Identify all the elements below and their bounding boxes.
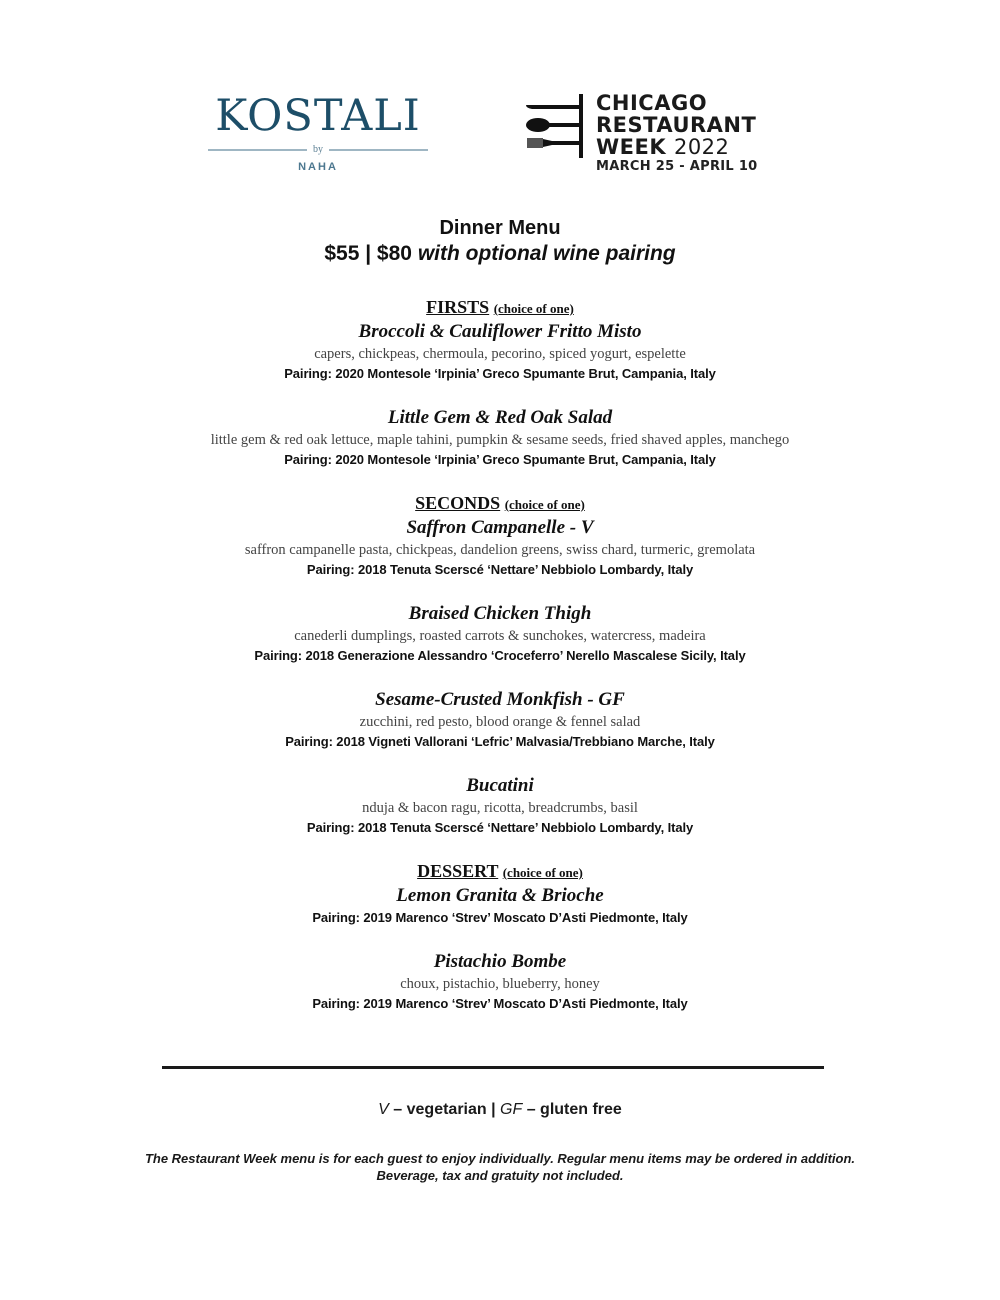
dish-description: zucchini, red pesto, blood orange & fennel salad — [359, 714, 641, 730]
logo-by-row — [208, 144, 428, 155]
dish-description: saffron campanelle pasta, chickpeas, dandelion greens, swiss chard, turmeric, gremolata — [244, 542, 756, 558]
dish-item — [0, 602, 1000, 666]
logo-rule-left — [208, 149, 307, 151]
chicago-restaurant-week-logo — [524, 92, 758, 177]
dish-item — [0, 774, 1000, 838]
dish-item — [0, 406, 1000, 470]
event-week: WEEK — [596, 135, 667, 159]
event-title — [596, 92, 758, 176]
kostali-logo — [208, 92, 428, 173]
dish-item — [0, 950, 1000, 1014]
section-firsts — [0, 296, 1000, 470]
legend-gf: GF — [500, 1101, 523, 1118]
event-line-2: RESTAURANT — [596, 113, 757, 137]
diet-legend — [0, 1101, 1000, 1119]
wine-pairing: Pairing: 2019 Marenco ‘Strev’ Moscato D’Asti Piedmonte, Italy — [312, 996, 688, 1011]
disclaimer: The Restaurant Week menu is for each guest to enjoy individually. Regular menu items may be ordered in addition. Beverage, tax and gratuity not included. — [144, 1151, 856, 1183]
dish-description: nduja & bacon ragu, ricotta, breadcrumbs, basil — [362, 800, 638, 816]
restaurant-name: KOSTALI — [215, 91, 421, 141]
dish-description: canederli dumplings, roasted carrots & sunchokes, watercress, madeira — [294, 628, 706, 644]
logo-rule-right — [329, 149, 428, 151]
dish-description: little gem & red oak lettuce, maple tahini, pumpkin & sesame seeds, fried shaved apples, manchego — [210, 432, 790, 448]
footer-divider — [162, 1066, 824, 1069]
price-values: $55 | $80 — [324, 242, 412, 265]
logo-by: by — [313, 144, 323, 155]
menu-price — [0, 240, 1000, 268]
dish-name: Braised Chicken Thigh — [408, 603, 592, 624]
wine-pairing: Pairing: 2018 Vigneti Vallorani ‘Lefric’ Malvasia/Trebbiano Marche, Italy — [285, 734, 715, 749]
wine-pairing: Pairing: 2018 Tenuta Scerscé ‘Nettare’ Nebbiolo Lombardy, Italy — [306, 562, 694, 577]
dish-item — [0, 516, 1000, 580]
wine-pairing: Pairing: 2018 Tenuta Scerscé ‘Nettare’ Nebbiolo Lombardy, Italy — [306, 820, 694, 835]
price-note: with optional wine pairing — [417, 242, 676, 265]
dish-name: Lemon Granita & Brioche — [396, 885, 604, 906]
legend-gf-text: – gluten free — [522, 1101, 622, 1118]
cutlery-icon — [524, 94, 586, 158]
dish-name: Broccoli & Cauliflower Fritto Misto — [358, 321, 642, 342]
dish-item — [0, 320, 1000, 384]
section-heading: DESSERT (choice of one) — [417, 861, 583, 881]
page-title: Dinner Menu — [439, 217, 561, 239]
menu-body — [0, 296, 1000, 1036]
restaurant-sub-name: NAHA — [298, 161, 338, 173]
section-heading: FIRSTS (choice of one) — [426, 297, 574, 317]
event-line-1: CHICAGO — [596, 91, 708, 115]
event-dates: MARCH 25 - APRIL 10 — [596, 159, 758, 174]
dish-description: capers, chickpeas, chermoula, pecorino, spiced yogurt, espelette — [314, 346, 686, 362]
dish-description: choux, pistachio, blueberry, honey — [400, 976, 600, 992]
dish-name: Little Gem & Red Oak Salad — [387, 407, 613, 428]
wine-pairing: Pairing: 2019 Marenco ‘Strev’ Moscato D’Asti Piedmonte, Italy — [312, 910, 688, 925]
wine-pairing: Pairing: 2020 Montesole ‘Irpinia’ Greco Spumante Brut, Campania, Italy — [284, 452, 716, 467]
dish-name: Pistachio Bombe — [433, 951, 567, 972]
wine-pairing: Pairing: 2018 Generazione Alessandro ‘Croceferro’ Nerello Mascalese Sicily, Italy — [254, 648, 746, 663]
legend-v-text: – vegetarian | — [388, 1101, 501, 1118]
event-line-3 — [596, 136, 758, 158]
section-dessert — [0, 860, 1000, 1014]
section-heading: SECONDS (choice of one) — [415, 493, 585, 513]
menu-title-block — [0, 216, 1000, 268]
dish-name: Saffron Campanelle - V — [406, 517, 594, 538]
dish-item — [0, 884, 1000, 928]
dish-name: Bucatini — [466, 775, 534, 796]
wine-pairing: Pairing: 2020 Montesole ‘Irpinia’ Greco Spumante Brut, Campania, Italy — [284, 366, 716, 381]
dish-item — [0, 688, 1000, 752]
dish-name: Sesame-Crusted Monkfish - GF — [375, 689, 625, 710]
event-year: 2022 — [673, 135, 730, 159]
legend-v: V — [378, 1101, 389, 1118]
section-seconds — [0, 492, 1000, 838]
